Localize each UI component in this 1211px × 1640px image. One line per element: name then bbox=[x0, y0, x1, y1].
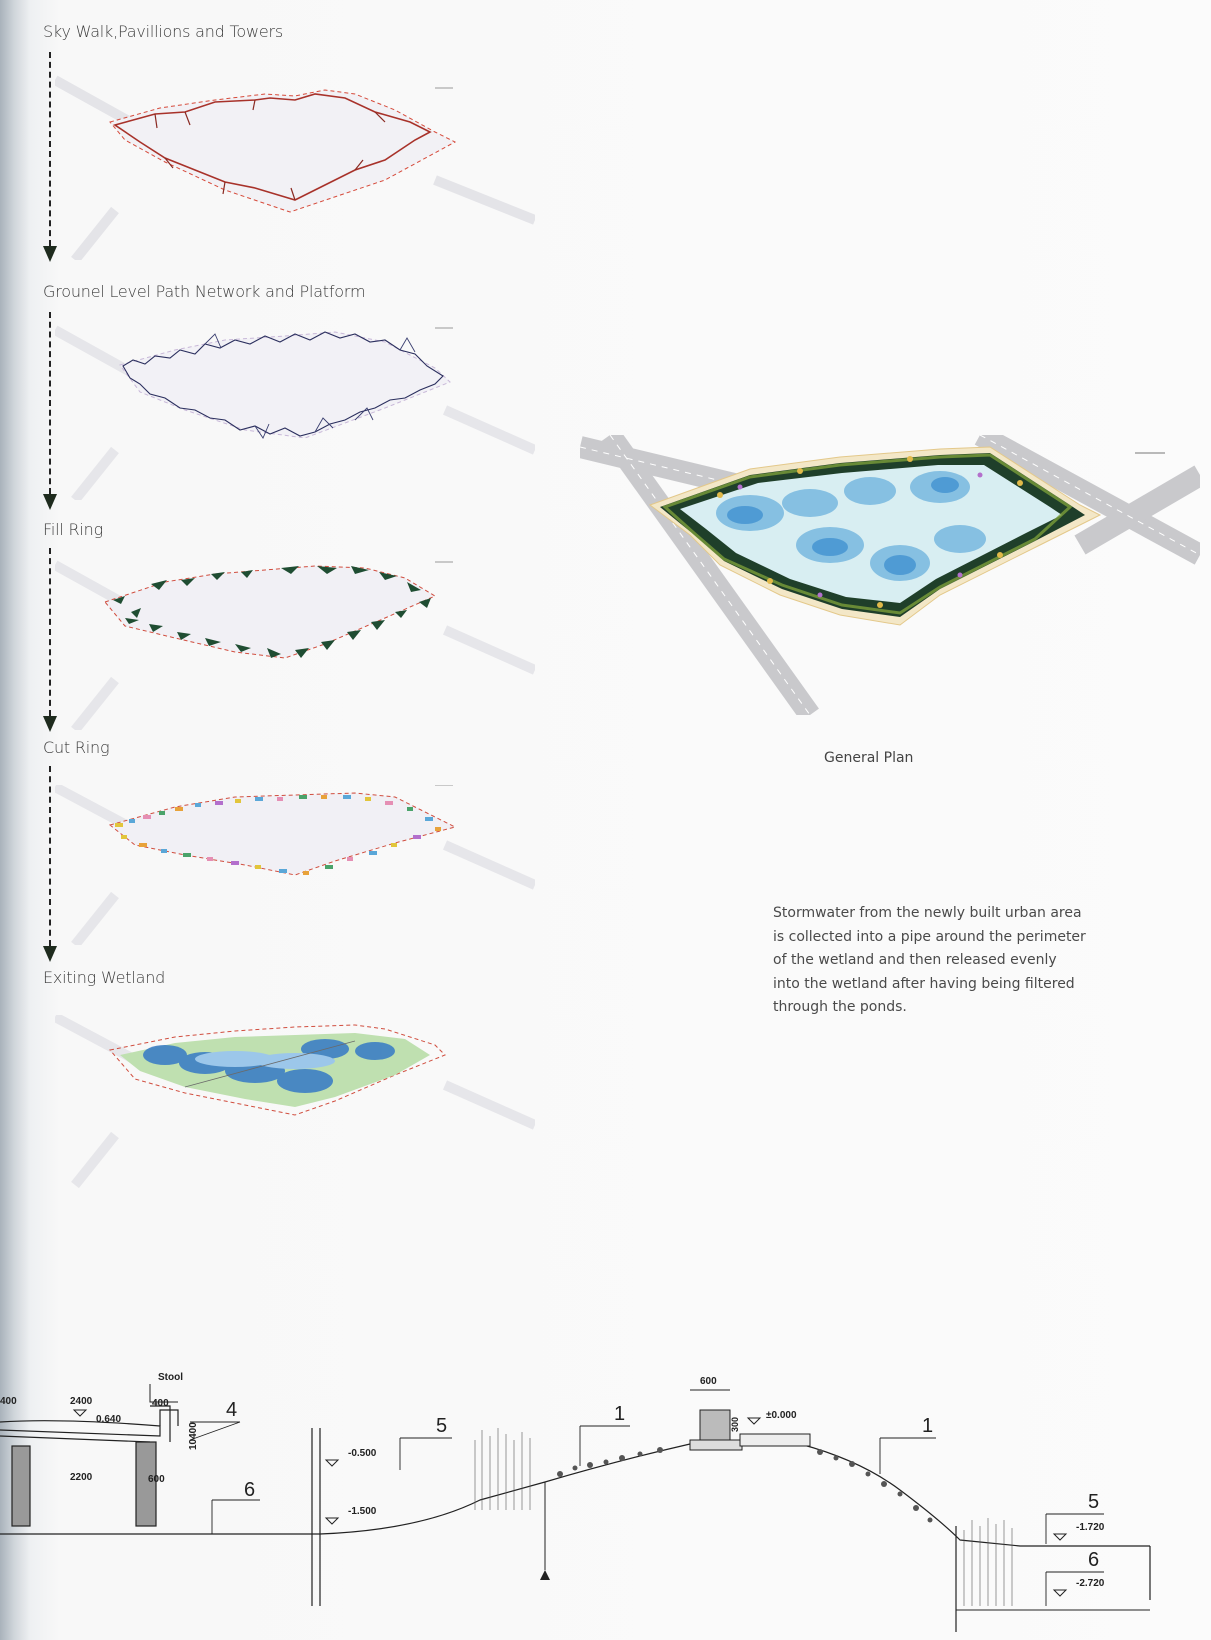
general-plan-map bbox=[580, 435, 1200, 715]
sky-walk-diagram bbox=[55, 70, 535, 260]
fill-ring-diagram bbox=[55, 560, 535, 730]
step-title-ground-path: Grounel Level Path Network and Platform bbox=[43, 282, 366, 301]
elev-m1500: -1.500 bbox=[348, 1506, 377, 1517]
dim-300: 300 bbox=[730, 1416, 740, 1432]
dim-2200: 2200 bbox=[70, 1472, 93, 1483]
description-line: is collected into a pipe around the perimeter bbox=[773, 928, 1086, 945]
elev-m1720: -1.720 bbox=[1076, 1522, 1105, 1533]
ground-path-diagram bbox=[55, 320, 535, 500]
general-plan-caption: General Plan bbox=[824, 750, 914, 766]
step-title-sky-walk: Sky Walk,Pavillions and Towers bbox=[43, 22, 284, 41]
description-line: Stormwater from the newly built urban area bbox=[773, 905, 1082, 921]
description-line: through the ponds. bbox=[773, 999, 907, 1015]
description-text bbox=[773, 902, 1113, 1020]
dim-top-600: 600 bbox=[700, 1376, 717, 1387]
elev-0000: ±0.000 bbox=[766, 1410, 797, 1421]
existing-wetland-diagram bbox=[55, 1015, 535, 1205]
dim-600: 600 bbox=[148, 1474, 165, 1485]
description-line: of the wetland and then released evenly bbox=[773, 952, 1057, 968]
cross-section-drawing bbox=[0, 1370, 1211, 1640]
elev-m0500: -0.500 bbox=[348, 1448, 377, 1459]
elev-0640: 0.640 bbox=[96, 1414, 122, 1425]
dim-2400: 2400 bbox=[70, 1396, 93, 1407]
flow-line bbox=[49, 52, 51, 246]
callout-6: 6 bbox=[244, 1479, 256, 1501]
dim-10400: 10400 bbox=[188, 1422, 199, 1450]
step-title-cut-ring: Cut Ring bbox=[43, 738, 110, 757]
dim-400-left: 400 bbox=[0, 1396, 17, 1407]
callout-1: 1 bbox=[614, 1403, 626, 1425]
flow-line bbox=[49, 312, 51, 494]
step-title-fill-ring: Fill Ring bbox=[43, 520, 103, 539]
dim-400-stool: 400 bbox=[152, 1398, 169, 1409]
flow-line bbox=[49, 548, 51, 716]
description-line: into the wetland after having being filtered bbox=[773, 975, 1075, 992]
callout-1b: 1 bbox=[922, 1415, 934, 1437]
callout-4: 4 bbox=[226, 1399, 238, 1421]
elev-m2720: -2.720 bbox=[1076, 1578, 1105, 1589]
callout-5: 5 bbox=[436, 1415, 448, 1437]
cut-ring-diagram bbox=[55, 785, 535, 945]
down-arrow-icon bbox=[43, 946, 57, 962]
flow-line bbox=[49, 766, 51, 946]
step-title-existing-wetland: Exiting Wetland bbox=[43, 968, 166, 987]
stool-label: Stool bbox=[158, 1372, 183, 1383]
callout-6b: 6 bbox=[1088, 1549, 1100, 1571]
callout-5b: 5 bbox=[1088, 1491, 1100, 1513]
